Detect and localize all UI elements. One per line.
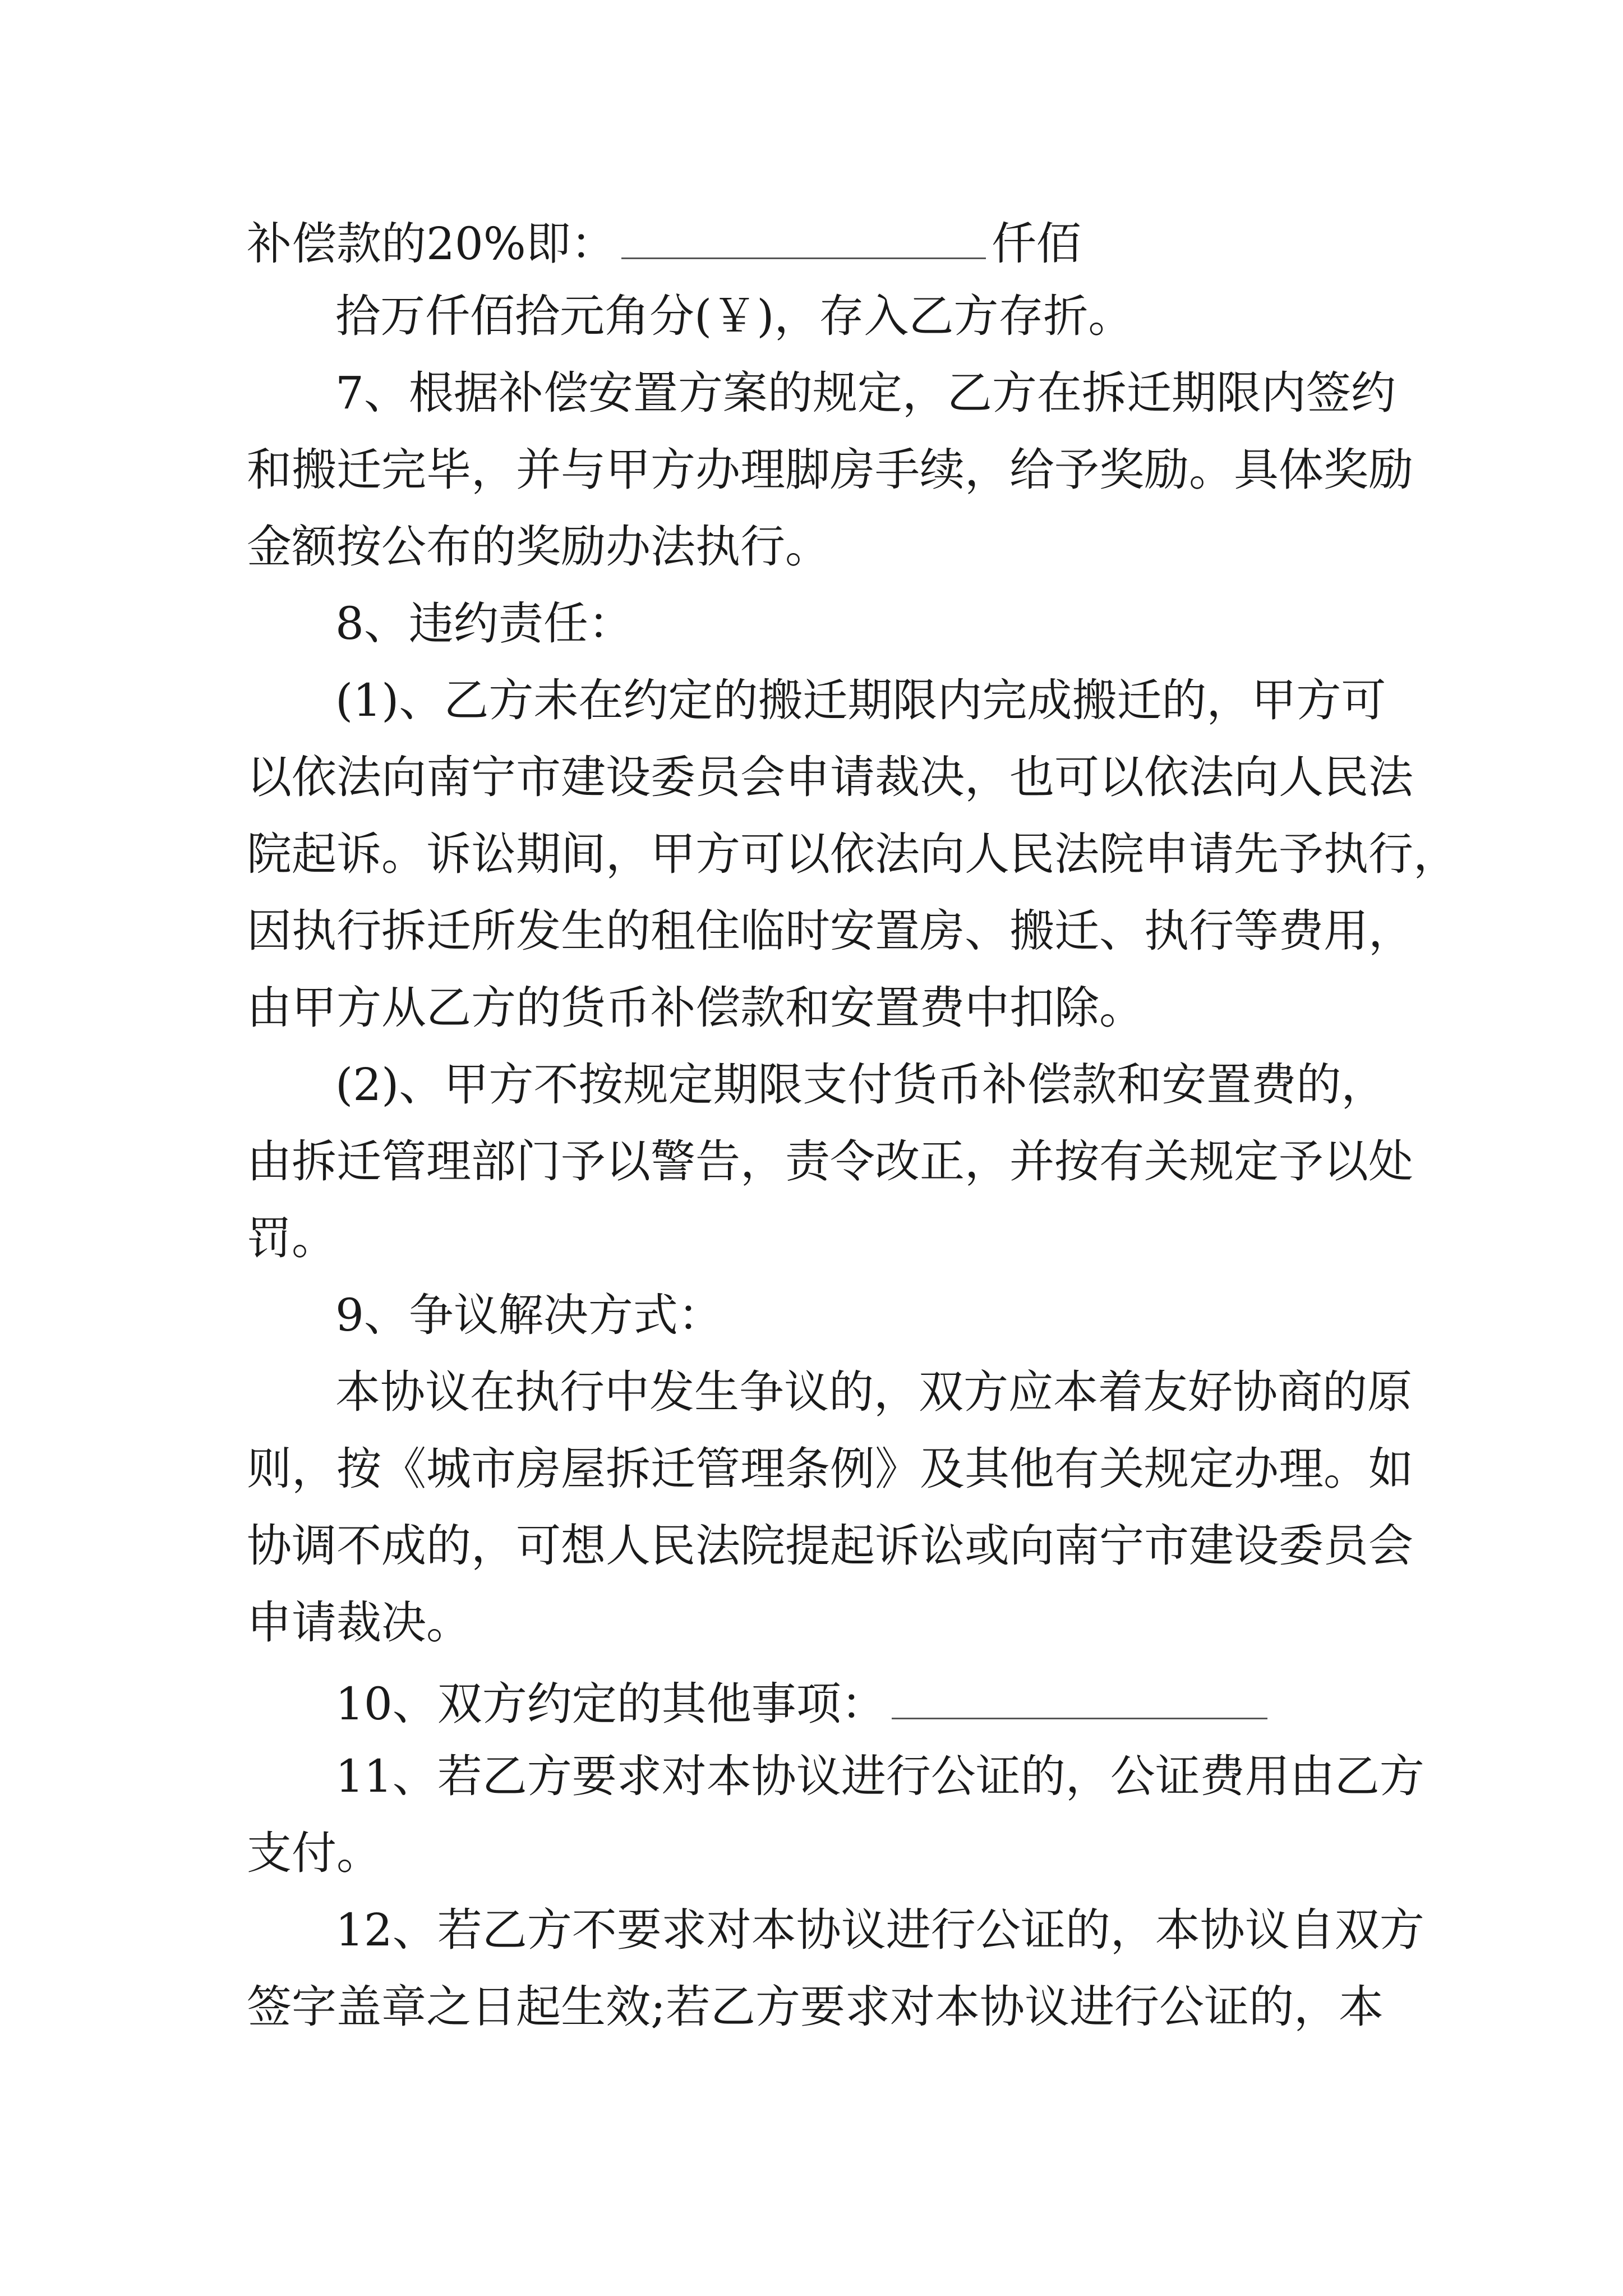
text-line (335, 1366, 1412, 1418)
line-text: 签字盖章之日起生效;若乙方要求对本协议进行公证的，本 (247, 1981, 1384, 2033)
line-text: 申请裁决。 (247, 1596, 471, 1649)
text-line (247, 1135, 1413, 1188)
text-line (247, 217, 1081, 270)
line-text: 则，按《城市房屋拆迁管理条例》及其他有关规定办理。如 (247, 1443, 1413, 1495)
text-line (247, 1981, 1384, 2033)
line-text: 支付。 (247, 1827, 381, 1879)
line-text: 院起诉。诉讼期间，甲方可以依法向人民法院申请先予执行， (247, 828, 1458, 880)
text-line (335, 367, 1396, 419)
text-line (335, 1059, 1386, 1111)
text-line (247, 905, 1413, 957)
text-line (335, 1904, 1424, 1956)
line-text: 仟佰 (991, 218, 1081, 270)
text-line (247, 1827, 381, 1879)
text-line (335, 1677, 1273, 1730)
text-line (247, 1443, 1413, 1495)
text-line (247, 1596, 471, 1649)
fill-in-blank (892, 1677, 1267, 1719)
line-text: 11、若乙方要求对本协议进行公证的，公证费用由乙方 (335, 1750, 1424, 1802)
text-line (335, 1289, 723, 1341)
line-text: 12、若乙方不要求对本协议进行公证的，本协议自双方 (335, 1904, 1424, 1956)
text-line (335, 290, 1133, 342)
text-line (335, 674, 1386, 726)
text-line (247, 982, 1144, 1034)
text-line (247, 828, 1458, 880)
line-text: (1)、乙方未在约定的搬迁期限内完成搬迁的，甲方可 (335, 674, 1386, 726)
line-text: 本协议在执行中发生争议的，双方应本着友好协商的原 (335, 1366, 1412, 1418)
text-line (247, 751, 1413, 803)
line-text: 由甲方从乙方的货币补偿款和安置费中扣除。 (247, 982, 1144, 1034)
line-text: 由拆迁管理部门予以警告，责令改正，并按有关规定予以处 (247, 1135, 1413, 1188)
line-text: 因执行拆迁所发生的租住临时安置房、搬迁、执行等费用， (247, 905, 1413, 957)
text-line (247, 444, 1413, 496)
text-line (247, 1520, 1413, 1572)
fill-in-blank (621, 217, 986, 259)
line-text: 8、违约责任： (335, 597, 633, 650)
line-text: 以依法向南宁市建设委员会申请裁决，也可以依法向人民法 (247, 751, 1413, 803)
text-line (247, 1212, 336, 1264)
text-line (335, 1750, 1424, 1802)
line-text: 7、根据补偿安置方案的规定，乙方在拆迁期限内签约 (335, 367, 1396, 419)
line-text: 协调不成的，可想人民法院提起诉讼或向南宁市建设委员会 (247, 1520, 1413, 1572)
text-line (335, 597, 633, 650)
line-text: 10、双方约定的其他事项： (335, 1678, 886, 1730)
text-line (247, 521, 830, 573)
line-text: 罚。 (247, 1212, 336, 1264)
line-text: 和搬迁完毕，并与甲方办理脚房手续，给予奖励。具体奖励 (247, 444, 1413, 496)
line-text: 补偿款的20%即： (247, 218, 616, 270)
line-text: 9、争议解决方式： (335, 1289, 723, 1341)
line-text: (2)、甲方不按规定期限支付货币补偿款和安置费的， (335, 1059, 1386, 1111)
line-text: 拾万仟佰拾元角分(￥)，存入乙方存折。 (335, 290, 1133, 342)
line-text: 金额按公布的奖励办法执行。 (247, 521, 830, 573)
